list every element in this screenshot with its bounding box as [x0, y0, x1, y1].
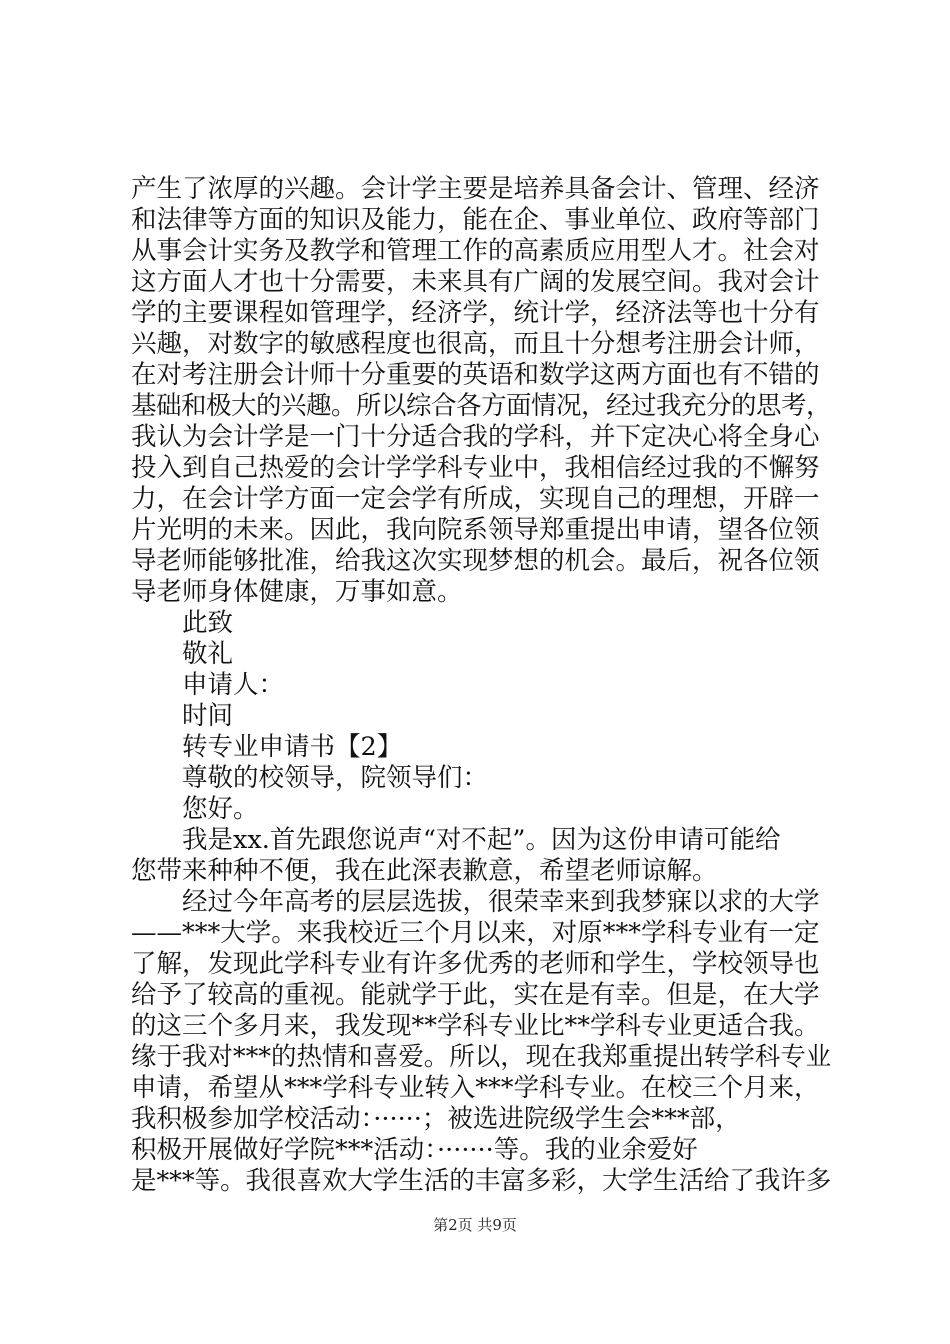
- text-line: 力，在会计学方面一定会学有所成，实现自己的理想，开辟一: [131, 484, 820, 514]
- text-line: 敬礼: [182, 639, 234, 669]
- text-line: 此致: [182, 608, 234, 638]
- text-line: 缘于我对***的热情和喜爱。所以，现在我郑重提出转学科专业: [131, 1042, 832, 1072]
- text-line: 申请，希望从***学科专业转入***学科专业。在校三个月来，: [131, 1073, 820, 1103]
- text-line: 学的主要课程如管理学，经济学，统计学，经济法等也十分有: [131, 298, 820, 328]
- text-line: 导老师身体健康，万事如意。: [131, 577, 463, 607]
- text-line: 导老师能够批准，给我这次实现梦想的机会。最后，祝各位领: [131, 546, 820, 576]
- text-line: 积极开展做好学院***活动：·······等。我的业余爱好: [131, 1135, 698, 1165]
- text-line: 兴趣，对数字的敏感程度也很高，而且十分想考注册会计师，: [131, 329, 820, 359]
- page-footer: 第2页 共9页: [433, 1216, 517, 1234]
- document-body: [131, 174, 831, 1197]
- text-line: 和法律等方面的知识及能力，能在企、事业单位、政府等部门: [131, 205, 820, 235]
- text-line: 基础和极大的兴趣。所以综合各方面情况，经过我充分的思考，: [131, 391, 832, 421]
- text-line: 这方面人才也十分需要，未来具有广阔的发展空间。我对会计: [131, 267, 820, 297]
- text-line: ——***大学。来我校近三个月以来，对原***学科专业有一定: [131, 918, 820, 948]
- text-line: 您带来种种不便，我在此深表歉意，希望老师谅解。: [131, 856, 718, 886]
- text-line: 我认为会计学是一门十分适合我的学科，并下定决心将全身心: [131, 422, 820, 452]
- text-line: 给予了较高的重视。能就学于此，实在是有幸。但是，在大学: [131, 980, 820, 1010]
- text-line: 尊敬的校领导，院领导们：: [182, 763, 489, 793]
- text-line: 我积极参加学校活动：······；被选进院级学生会***部，: [131, 1104, 741, 1134]
- text-line: 时间: [182, 701, 234, 731]
- text-line: 片光明的未来。因此，我向院系领导郑重提出申请，望各位领: [131, 515, 820, 545]
- text-line: 是***等。我很喜欢大学生活的丰富多彩，大学生活给了我许多: [131, 1166, 832, 1196]
- text-line: 经过今年高考的层层选拔，很荣幸来到我梦寐以求的大学: [182, 887, 820, 917]
- text-line: 投入到自己热爱的会计学学科专业中，我相信经过我的不懈努: [131, 453, 820, 483]
- text-line: 产生了浓厚的兴趣。会计学主要是培养具备会计、管理、经济: [131, 174, 820, 204]
- text-line: 您好。: [182, 794, 259, 824]
- text-line: 在对考注册会计师十分重要的英语和数学这两方面也有不错的: [131, 360, 820, 390]
- text-line: 从事会计实务及教学和管理工作的高素质应用型人才。社会对: [131, 236, 820, 266]
- text-line: 我是xx.首先跟您说声“对不起”。因为这份申请可能给: [182, 825, 781, 855]
- text-line: 的这三个多月来，我发现**学科专业比**学科专业更适合我。: [131, 1011, 820, 1041]
- text-line: 申请人：: [182, 670, 285, 700]
- text-line: 转专业申请书【2】: [182, 732, 403, 762]
- text-line: 了解，发现此学科专业有许多优秀的老师和学生，学校领导也: [131, 949, 820, 979]
